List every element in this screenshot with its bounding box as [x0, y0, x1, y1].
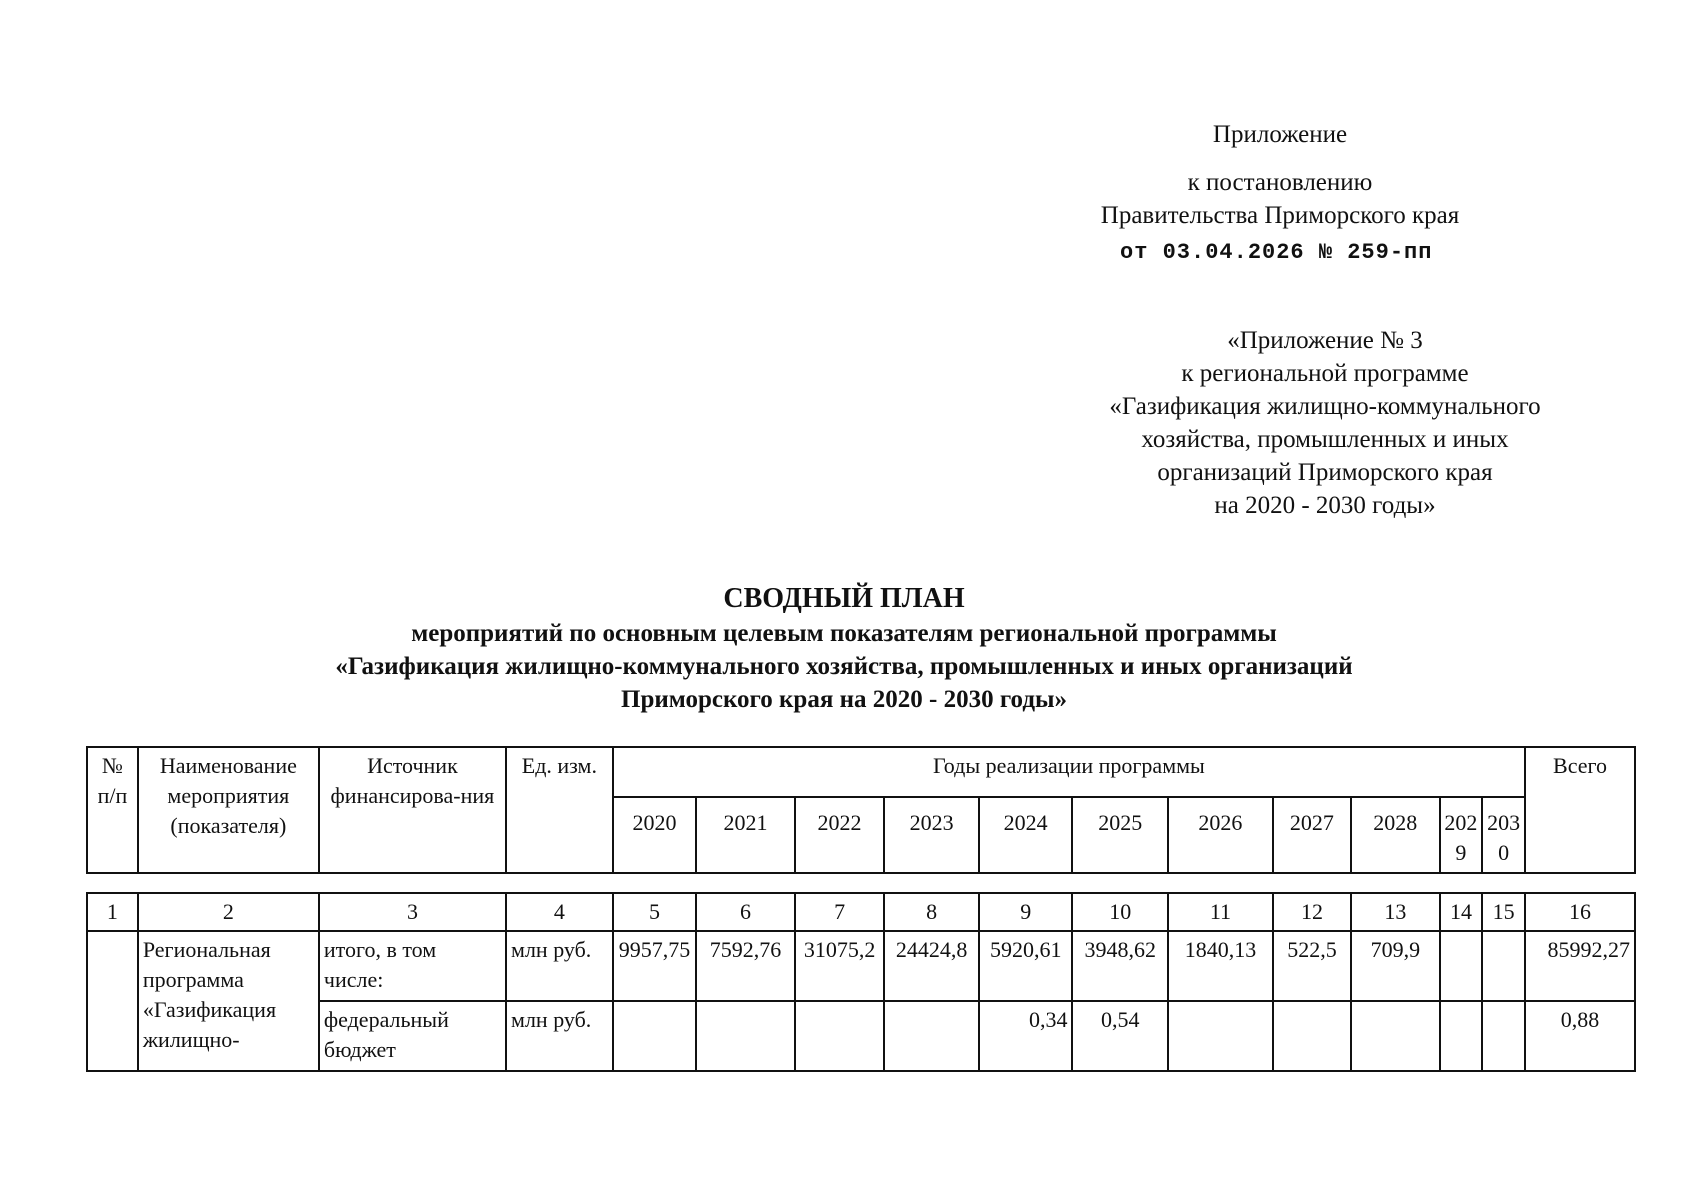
column-number-row [87, 893, 1635, 931]
col-number: 7 [795, 893, 885, 931]
program-reference [1060, 324, 1590, 522]
to-decree-label: к постановлению [1187, 169, 1373, 196]
col-number: 9 [979, 893, 1073, 931]
decree-reference: от 03.04.2026 № 259-пп [1120, 240, 1433, 265]
value-cell-2024: 5920,61 [979, 931, 1073, 1001]
col-number: 14 [1440, 893, 1483, 931]
decree-block [1080, 166, 1480, 232]
header-year-2022: 2022 [795, 797, 884, 873]
program-ref-line3: «Газификация жилищно-коммунального [1109, 393, 1541, 420]
government-label: Правительства Приморского края [1100, 202, 1460, 229]
header-year-2026: 2026 [1168, 797, 1273, 873]
col-number: 8 [884, 893, 979, 931]
value-cell-2029 [1440, 1001, 1483, 1071]
col-number: 11 [1168, 893, 1273, 931]
header-year-2021: 2021 [696, 797, 795, 873]
document-subtitle [0, 617, 1688, 716]
program-ref-line1: «Приложение № 3 [1227, 327, 1423, 354]
value-cell-2029 [1440, 931, 1483, 1001]
header-source: Источник финансирова-ния [319, 747, 506, 873]
value-cell-2030 [1482, 931, 1525, 1001]
col-number: 5 [613, 893, 696, 931]
total-cell: 85992,27 [1525, 931, 1635, 1001]
value-cell-2028: 709,9 [1351, 931, 1439, 1001]
col-number: 12 [1273, 893, 1351, 931]
value-cell-2030 [1482, 1001, 1525, 1071]
appendix-label: Приложение [1212, 121, 1348, 148]
header-name: Наименование мероприятия (показателя) [138, 747, 319, 873]
col-number: 16 [1525, 893, 1635, 931]
header-num: № п/п [87, 747, 138, 873]
header-year-2024: 2024 [979, 797, 1073, 873]
col-number: 1 [87, 893, 138, 931]
table-row [87, 931, 1635, 1001]
col-number: 4 [506, 893, 613, 931]
subtitle-line2: «Газификация жилищно-коммунального хозяйства, промышленных и иных организаций [335, 653, 1353, 680]
col-number: 15 [1482, 893, 1525, 931]
subtitle-line3: Приморского края на 2020 - 2030 годы» [621, 686, 1067, 713]
col-number: 2 [138, 893, 319, 931]
col-number: 6 [696, 893, 795, 931]
value-cell-2026: 1840,13 [1168, 931, 1273, 1001]
col-number: 13 [1351, 893, 1439, 931]
value-cell-2023 [884, 1001, 979, 1071]
value-cell-2024: 0,34 [979, 1001, 1073, 1071]
program-ref-line6: на 2020 - 2030 годы» [1214, 492, 1436, 519]
table-row [87, 1001, 1635, 1071]
subtitle-line1: мероприятий по основным целевым показателям региональной программы [411, 620, 1277, 647]
col-number: 10 [1072, 893, 1168, 931]
header-year-2028: 2028 [1351, 797, 1439, 873]
program-name-cell: Региональная программа «Газификация жилищно- [138, 931, 319, 1071]
header-year-2025: 2025 [1072, 797, 1168, 873]
value-cell-2021 [696, 1001, 795, 1071]
value-cell-2022: 31075,2 [795, 931, 885, 1001]
header-total: Всего [1525, 747, 1635, 873]
data-table [86, 892, 1636, 1072]
header-year-2020: 2020 [613, 797, 696, 873]
header-year-2029: 2029 [1440, 797, 1483, 873]
value-cell-2027 [1273, 1001, 1351, 1071]
header-year-2023: 2023 [884, 797, 979, 873]
header-year-2030: 2030 [1482, 797, 1525, 873]
header-year-2027: 2027 [1273, 797, 1351, 873]
program-ref-line5: организаций Приморского края [1157, 459, 1493, 486]
value-cell-2025: 3948,62 [1072, 931, 1168, 1001]
source-cell: федеральный бюджет [319, 1001, 506, 1071]
header-unit: Ед. изм. [506, 747, 613, 873]
value-cell-2023: 24424,8 [884, 931, 979, 1001]
value-cell-2020: 9957,75 [613, 931, 696, 1001]
header-years-group: Годы реализации программы [613, 747, 1525, 797]
document-title: СВОДНЫЙ ПЛАН [723, 583, 965, 614]
value-cell-2022 [795, 1001, 885, 1071]
value-cell-2028 [1351, 1001, 1439, 1071]
program-ref-line2: к региональной программе [1181, 360, 1469, 387]
row-num-cell [87, 931, 138, 1071]
value-cell-2026 [1168, 1001, 1273, 1071]
unit-cell: млн руб. [506, 1001, 613, 1071]
unit-cell: млн руб. [506, 931, 613, 1001]
total-cell: 0,88 [1525, 1001, 1635, 1071]
value-cell-2021: 7592,76 [696, 931, 795, 1001]
source-cell: итого, в том числе: [319, 931, 506, 1001]
col-number: 3 [319, 893, 506, 931]
value-cell-2027: 522,5 [1273, 931, 1351, 1001]
value-cell-2020 [613, 1001, 696, 1071]
header-table [86, 746, 1636, 874]
value-cell-2025: 0,54 [1072, 1001, 1168, 1071]
program-ref-line4: хозяйства, промышленных и иных [1141, 426, 1509, 453]
